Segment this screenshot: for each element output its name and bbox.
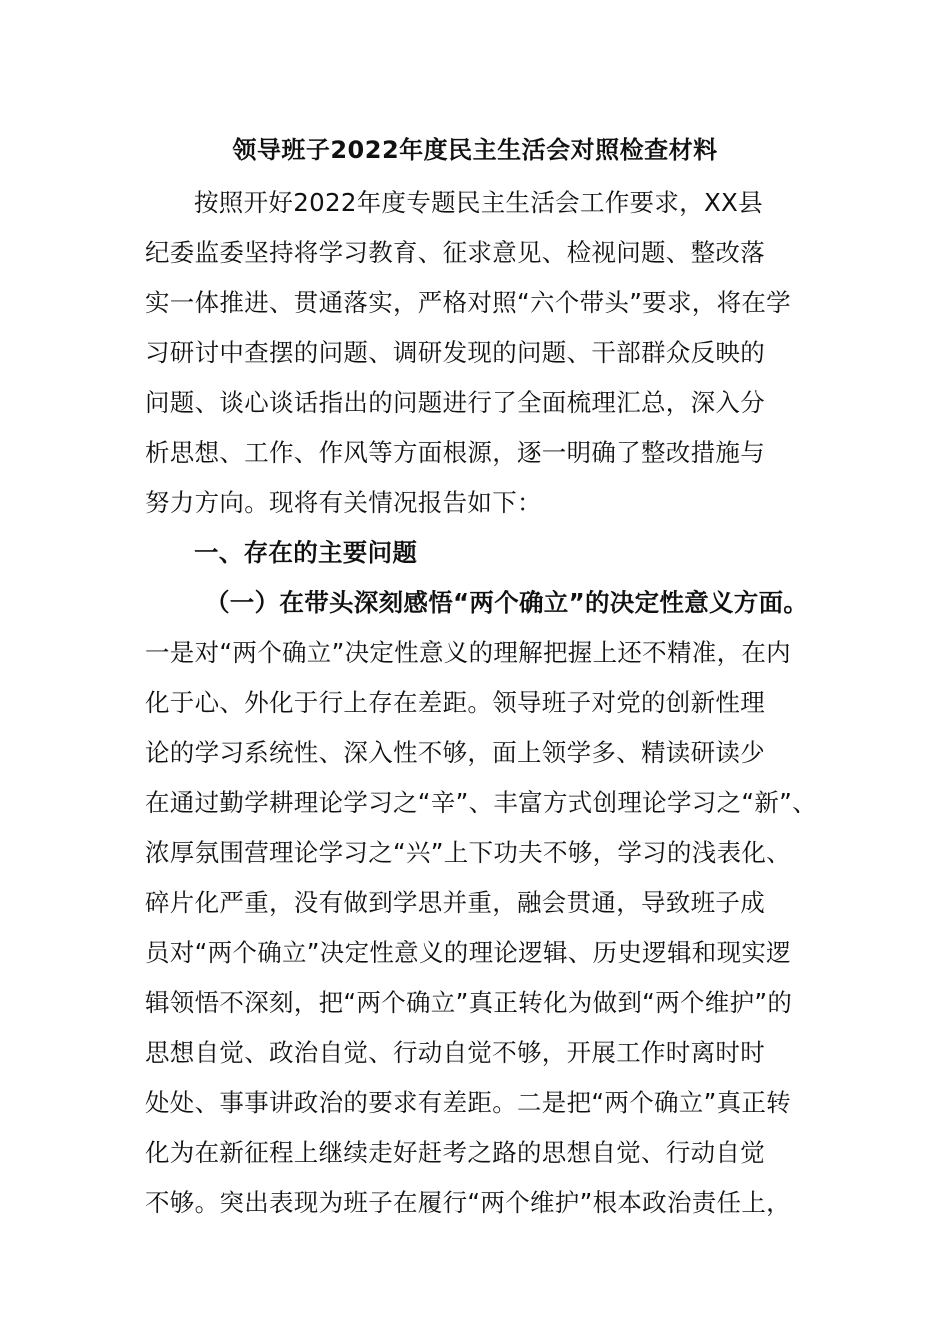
paragraph-line: 辑领悟不深刻，把“两个确立”真正转化为做到“两个维护”的 xyxy=(145,988,793,1017)
paragraph-line: 习研讨中查摆的问题、调研发现的问题、干部群众反映的 xyxy=(145,338,765,367)
paragraph-line: 问题、谈心谈话指出的问题进行了全面梳理汇总，深入分 xyxy=(145,388,765,417)
section-heading: 一、存在的主要问题 xyxy=(194,538,418,567)
paragraph-line: 论的学习系统性、深入性不够，面上领学多、精读研读少 xyxy=(145,738,765,767)
paragraph-line: 不够。突出表现为班子在履行“两个维护”根本政治责任上， xyxy=(145,1188,791,1217)
subsection-heading: （一）在带头深刻感悟“两个确立”的决定性意义方面。 xyxy=(205,588,809,617)
paragraph-line: 按照开好2022年度专题民主生活会工作要求，XX县 xyxy=(194,188,763,217)
paragraph-line: 思想自觉、政治自觉、行动自觉不够，开展工作时离时时 xyxy=(145,1038,765,1067)
paragraph-line: 化为在新征程上继续走好赶考之路的思想自觉、行动自觉 xyxy=(145,1138,765,1167)
paragraph-line: 碎片化严重，没有做到学思并重，融会贯通，导致班子成 xyxy=(145,888,765,917)
paragraph-line: 处处、事事讲政治的要求有差距。二是把“两个确立”真正转 xyxy=(145,1088,791,1117)
paragraph-line: 员对“两个确立”决定性意义的理论逻辑、历史逻辑和现实逻 xyxy=(145,938,791,967)
document-body xyxy=(145,178,815,1228)
paragraph-line: 实一体推进、贯通落实，严格对照“六个带头”要求，将在学 xyxy=(145,288,791,317)
paragraph-line: 析思想、工作、作风等方面根源，逐一明确了整改措施与 xyxy=(145,438,765,467)
document-title: 领导班子2022年度民主生活会对照检查材料 xyxy=(232,136,718,164)
paragraph-line: 浓厚氛围营理论学习之“兴”上下功夫不够，学习的浅表化、 xyxy=(145,838,791,867)
paragraph-line: 纪委监委坚持将学习教育、征求意见、检视问题、整改落 xyxy=(145,238,765,267)
paragraph-line: 一是对“两个确立”决定性意义的理解把握上还不精准，在内 xyxy=(145,638,791,667)
paragraph-line: 在通过勤学耕理论学习之“辛”、丰富方式创理论学习之“新”、 xyxy=(145,788,817,817)
paragraph-line: 努力方向。现将有关情况报告如下： xyxy=(145,488,542,517)
paragraph-line: 化于心、外化于行上存在差距。领导班子对党的创新性理 xyxy=(145,688,765,717)
